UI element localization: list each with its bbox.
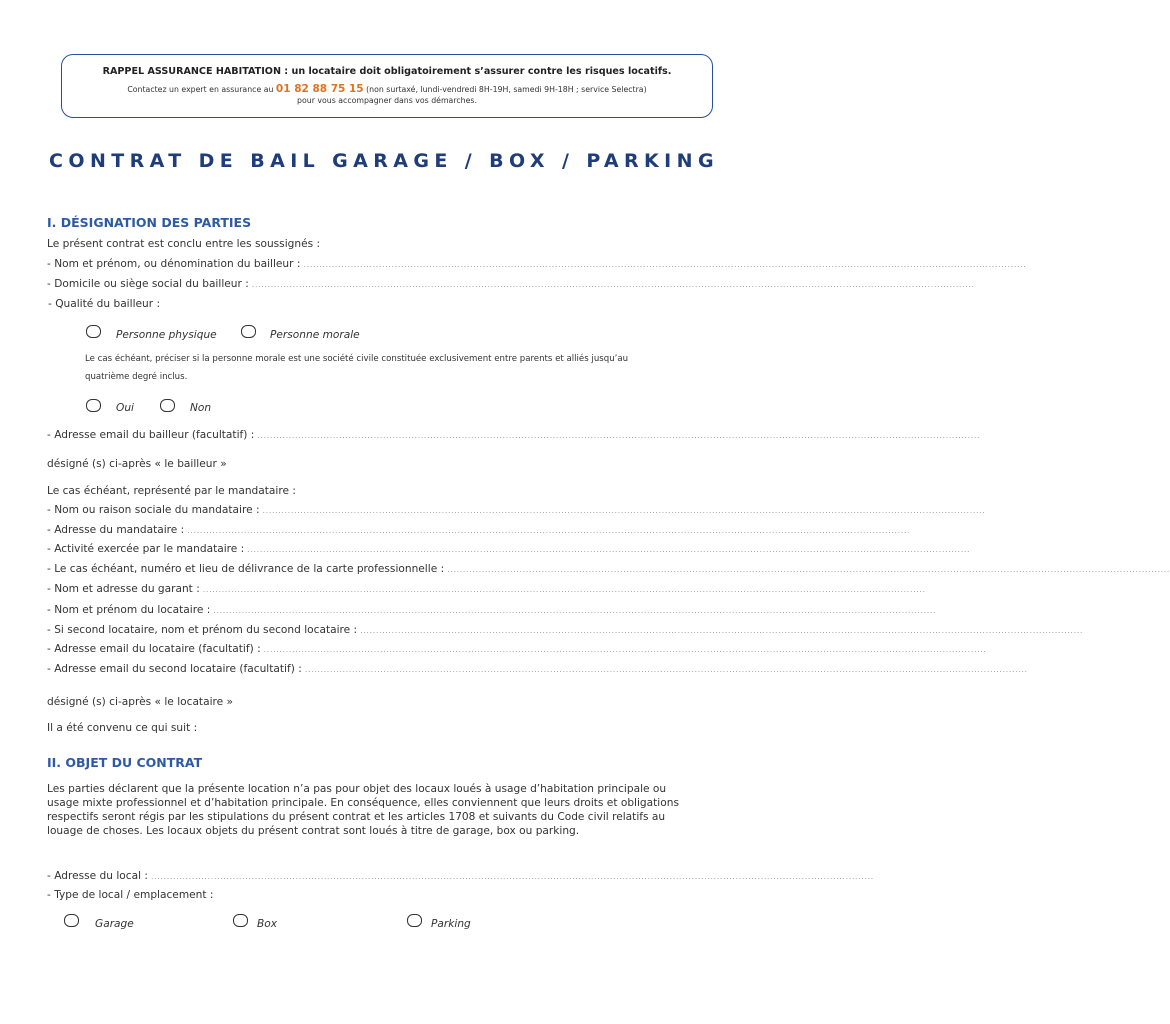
field-label: - Adresse email du bailleur (facultatif) : bbox=[47, 429, 255, 441]
personne-morale-checkbox[interactable] bbox=[241, 325, 256, 338]
parking-label: Parking bbox=[431, 918, 471, 930]
fill-line: ...................................................................................................................................................................................................................................... bbox=[150, 872, 874, 881]
field-label: - Le cas échéant, numéro et lieu de délivrance de la carte professionnelle : bbox=[47, 563, 445, 575]
field-label: - Adresse email du second locataire (facultatif) : bbox=[47, 663, 302, 675]
field-label: - Nom et prénom du locataire : bbox=[47, 604, 211, 616]
fill-line: ...................................................................................................................................................................................................................................... bbox=[262, 506, 986, 515]
insurance-contact-line-2: pour vous accompagner dans vos démarches. bbox=[297, 96, 477, 105]
phone-number-link[interactable]: 01 82 88 75 15 bbox=[275, 83, 364, 95]
box-checkbox[interactable] bbox=[233, 914, 248, 927]
field-label: - Nom et prénom, ou dénomination du bailleur : bbox=[47, 258, 301, 270]
insurance-contact-line bbox=[62, 83, 712, 95]
garage-checkbox[interactable] bbox=[64, 914, 79, 927]
personne-physique-checkbox[interactable] bbox=[86, 325, 101, 338]
paragraph-line: louage de choses. Les locaux objets du présent contrat sont loués à titre de garage, box ou parking. bbox=[47, 825, 580, 837]
field-label: - Nom et adresse du garant : bbox=[47, 583, 200, 595]
contact-prefix: Contactez un expert en assurance au bbox=[127, 85, 274, 94]
insurance-reminder-box bbox=[61, 54, 713, 118]
adresse-local-field[interactable] bbox=[47, 870, 874, 884]
field-label: - Adresse du local : bbox=[47, 870, 148, 882]
fill-line: ...................................................................................................................................................................................................................................... bbox=[257, 431, 981, 440]
locataire-name-field[interactable] bbox=[47, 604, 937, 618]
email-bailleur-field[interactable] bbox=[47, 429, 981, 443]
note-line-1: Le cas échéant, préciser si la personne morale est une société civile constituée exclusivement entre parents et alliés jusqu’au bbox=[85, 354, 629, 364]
fill-line: ...................................................................................................................................................................................................................................... bbox=[263, 645, 987, 654]
mandataire-name-field[interactable] bbox=[47, 504, 986, 518]
qualite-label: - Qualité du bailleur : bbox=[48, 298, 161, 310]
designe-locataire-text: désigné (s) ci-après « le locataire » bbox=[47, 696, 234, 708]
paragraph-line: usage mixte professionnel et d’habitation principale. En conséquence, elles conviennent que leurs droits et obligations bbox=[47, 797, 679, 809]
fill-line: ...................................................................................................................................................................................................................................... bbox=[247, 545, 971, 554]
convenu-text: Il a été convenu ce qui suit : bbox=[47, 722, 198, 734]
fill-line: ...................................................................................................................................................................................................................................... bbox=[251, 280, 975, 289]
field-label: - Adresse du mandataire : bbox=[47, 524, 185, 536]
designe-bailleur-text: désigné (s) ci-après « le bailleur » bbox=[47, 458, 227, 470]
paragraph-line: Les parties déclarent que la présente location n’a pas pour objet des locaux loués à usage d’habitation principale ou bbox=[47, 783, 667, 795]
bailleur-name-field[interactable] bbox=[47, 258, 1027, 272]
parking-checkbox[interactable] bbox=[407, 914, 422, 927]
section-1-heading: I. DÉSIGNATION DES PARTIES bbox=[47, 215, 252, 230]
mandataire-intro: Le cas échéant, représenté par le mandataire : bbox=[47, 485, 296, 497]
section-2-heading: II. OBJET DU CONTRAT bbox=[47, 755, 203, 770]
field-label: - Si second locataire, nom et prénom du second locataire : bbox=[47, 624, 358, 636]
non-label: Non bbox=[190, 402, 212, 414]
document-title: CONTRAT DE BAIL GARAGE / BOX / PARKING bbox=[49, 150, 719, 172]
fill-line: ...................................................................................................................................................................................................................................... bbox=[202, 585, 926, 594]
garant-field[interactable] bbox=[47, 583, 926, 597]
personne-physique-label: Personne physique bbox=[116, 329, 217, 341]
note-line-2: quatrième degré inclus. bbox=[85, 372, 188, 382]
fill-line: ...................................................................................................................................................................................................................................... bbox=[447, 565, 1170, 574]
objet-paragraph bbox=[47, 782, 737, 838]
field-label: - Activité exercée par le mandataire : bbox=[47, 543, 245, 555]
non-checkbox[interactable] bbox=[160, 399, 175, 412]
box-label: Box bbox=[257, 918, 278, 930]
garage-label: Garage bbox=[95, 918, 134, 930]
intro-text: Le présent contrat est conclu entre les soussignés : bbox=[47, 238, 321, 250]
oui-label: Oui bbox=[116, 402, 134, 414]
email-locataire-field[interactable] bbox=[47, 643, 987, 657]
contact-suffix: (non surtaxé, lundi-vendredi 8H-19H, samedi 9H-18H ; service Selectra) bbox=[366, 85, 647, 94]
oui-checkbox[interactable] bbox=[86, 399, 101, 412]
mandataire-address-field[interactable] bbox=[47, 524, 911, 538]
carte-pro-field[interactable] bbox=[47, 563, 1170, 577]
paragraph-line: respectifs seront régis par les stipulations du présent contrat et les articles 1708 et suivants du Code civil relatifs au bbox=[47, 811, 666, 823]
fill-line: ...................................................................................................................................................................................................................................... bbox=[213, 606, 937, 615]
bailleur-address-field[interactable] bbox=[47, 278, 975, 292]
email-second-locataire-field[interactable] bbox=[47, 663, 1028, 677]
field-label: - Domicile ou siège social du bailleur : bbox=[47, 278, 249, 290]
mandataire-activity-field[interactable] bbox=[47, 543, 971, 557]
fill-line: ...................................................................................................................................................................................................................................... bbox=[304, 665, 1028, 674]
second-locataire-field[interactable] bbox=[47, 624, 1084, 638]
type-local-label: - Type de local / emplacement : bbox=[47, 889, 214, 901]
fill-line: ...................................................................................................................................................................................................................................... bbox=[360, 626, 1084, 635]
fill-line: ...................................................................................................................................................................................................................................... bbox=[303, 260, 1027, 269]
personne-morale-label: Personne morale bbox=[270, 329, 360, 341]
fill-line: ...................................................................................................................................................................................................................................... bbox=[187, 526, 911, 535]
field-label: - Adresse email du locataire (facultatif) : bbox=[47, 643, 261, 655]
field-label: - Nom ou raison sociale du mandataire : bbox=[47, 504, 260, 516]
insurance-reminder-title: RAPPEL ASSURANCE HABITATION : un locataire doit obligatoirement s’assurer contre les risques locatifs. bbox=[102, 66, 672, 77]
